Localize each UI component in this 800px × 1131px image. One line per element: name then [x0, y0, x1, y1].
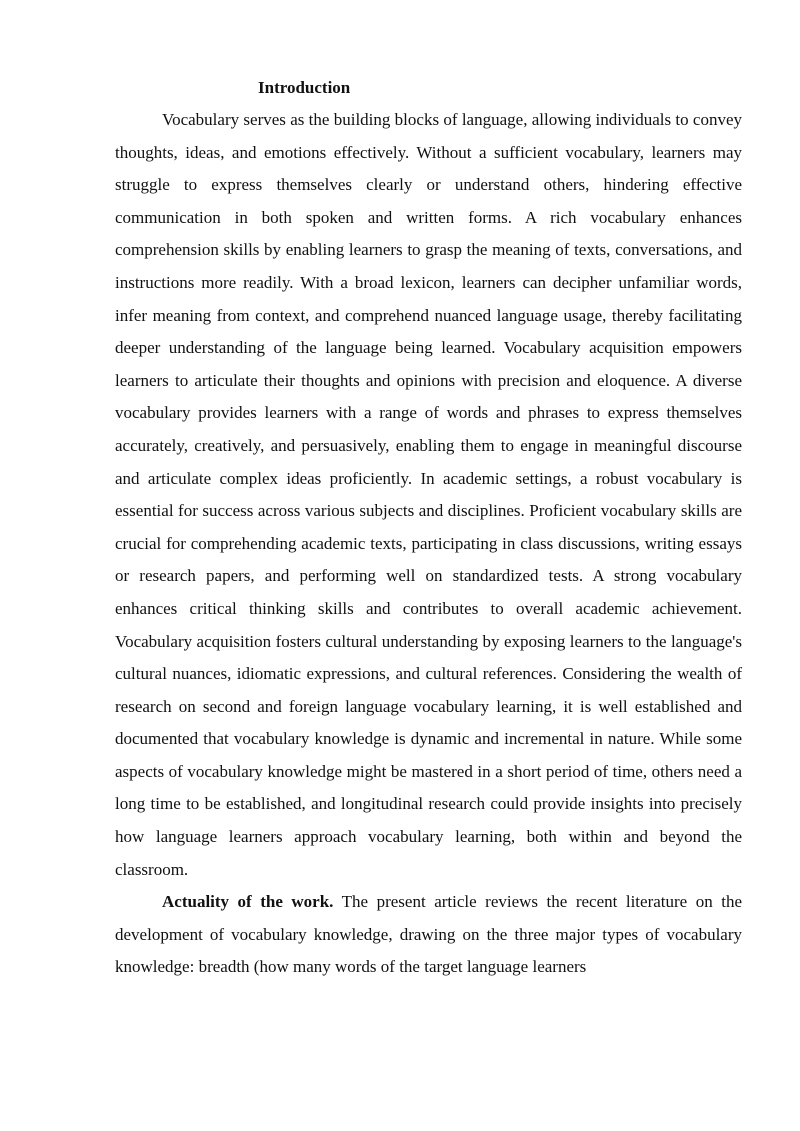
- actuality-lead: Actuality of the work.: [162, 892, 334, 912]
- introduction-paragraph: Vocabulary serves as the building blocks of language, allowing individuals to convey thoughts, ideas, and emotions effectively. Without a sufficient vocabulary, learners may struggle to express themselves clearly or understand others, hindering effective communication in both spoken and written forms. A rich vocabulary enhances comprehension skills by enabling learners to grasp the meaning of texts, conversations, and instructions more readily. With a broad lexicon, learners can decipher unfamiliar words, infer meaning from context, and comprehend nuanced language usage, thereby facilitating deeper understanding of the language being learned. Vocabulary acquisition empowers learners to articulate their thoughts and opinions with precision and eloquence. A diverse vocabulary provides learners with a range of words and phrases to express themselves accurately, creatively, and persuasively, enabling them to engage in meaningful discourse and articulate complex ideas proficiently. In academic settings, a robust vocabulary is essential for success across various subjects and disciplines. Proficient vocabulary skills are crucial for comprehending academic texts, participating in class discussions, writing essays or research papers, and performing well on standardized tests. A strong vocabulary enhances critical thinking skills and contributes to overall academic achievement. Vocabulary acquisition fosters cultural understanding by exposing learners to the language's cultural nuances, idiomatic expressions, and cultural references. Considering the wealth of research on second and foreign language vocabulary learning, it is well established and documented that vocabulary knowledge is dynamic and incremental in nature. While some aspects of vocabulary knowledge might be mastered in a short period of time, others need a long time to be established, and longitudinal research could provide insights into precisely how language learners approach vocabulary learning, both within and beyond the classroom.: [115, 110, 742, 879]
- actuality-body: The present article reviews the recent literature on the development of vocabulary knowledge, drawing on the three major types of vocabulary knowledge: breadth (how many words of the target language learners: [115, 892, 743, 977]
- section-heading: Introduction: [258, 78, 351, 97]
- actuality-paragraph: [115, 886, 742, 984]
- body-text: [115, 104, 742, 984]
